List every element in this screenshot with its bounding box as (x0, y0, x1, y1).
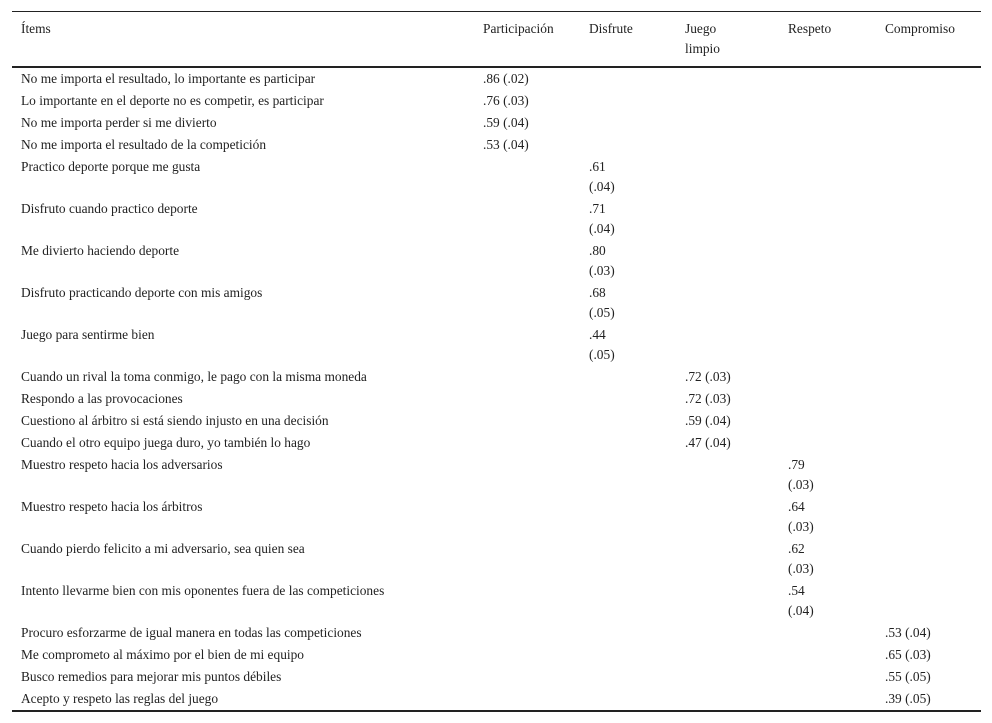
loading-cell-disfrute (580, 366, 676, 388)
loading-cell-compromiso (876, 198, 981, 240)
loading-cell-juego-limpio (676, 156, 779, 198)
loading-cell-respeto (779, 388, 876, 410)
loading-cell-disfrute (580, 388, 676, 410)
loading-cell-juego-limpio (676, 112, 779, 134)
loading-cell-juego-limpio (676, 134, 779, 156)
loading-cell-compromiso (876, 134, 981, 156)
loading-value: .64 (.03) (788, 499, 814, 534)
loading-cell-compromiso (876, 432, 981, 454)
loading-value: .62 (.03) (788, 541, 814, 576)
loading-cell-participacion (474, 198, 580, 240)
header-compromiso: Compromiso (885, 21, 955, 36)
header-row (12, 12, 981, 68)
loading-cell-respeto (779, 112, 876, 134)
loading-cell-disfrute (580, 156, 676, 198)
table-row (12, 432, 981, 454)
loading-value: .79 (.03) (788, 457, 814, 492)
loading-value: .44 (.05) (589, 327, 615, 362)
header-items: Ítems (21, 21, 51, 36)
loading-cell-compromiso (876, 580, 981, 622)
loading-cell-compromiso (876, 156, 981, 198)
loading-cell-compromiso (876, 410, 981, 432)
loading-cell-respeto (779, 282, 876, 324)
table-row (12, 134, 981, 156)
loading-cell-respeto (779, 198, 876, 240)
item-cell: Procuro esforzarme de igual manera en todas las competiciones (21, 625, 362, 640)
loading-cell-respeto (779, 134, 876, 156)
loading-cell-respeto (779, 432, 876, 454)
item-cell: Muestro respeto hacia los árbitros (21, 499, 203, 514)
item-cell: Disfruto practicando deporte con mis amigos (21, 285, 263, 300)
loading-cell-compromiso: .39 (.05) (885, 691, 931, 706)
item-cell: Intento llevarme bien con mis oponentes fuera de las competiciones (21, 583, 385, 598)
table-row (12, 90, 981, 112)
loading-cell-participacion (474, 688, 580, 711)
header-disfrute: Disfrute (589, 21, 633, 36)
loading-cell-compromiso (876, 240, 981, 282)
loading-cell-participacion (474, 644, 580, 666)
loading-cell-juego-limpio: .59 (.04) (685, 413, 731, 428)
loading-cell-disfrute (580, 198, 676, 240)
table-row (12, 112, 981, 134)
loading-value: .54 (.04) (788, 583, 814, 618)
loading-cell-juego-limpio (676, 240, 779, 282)
loading-cell-participacion: .76 (.03) (483, 93, 529, 108)
loading-cell-juego-limpio (676, 198, 779, 240)
loading-cell-compromiso (876, 324, 981, 366)
table-row (12, 644, 981, 666)
loading-cell-respeto (779, 410, 876, 432)
table-row (12, 324, 981, 366)
loading-cell-participacion (474, 410, 580, 432)
loading-cell-respeto (779, 90, 876, 112)
loading-cell-participacion (474, 496, 580, 538)
loading-cell-disfrute (580, 324, 676, 366)
loading-cell-participacion: .53 (.04) (483, 137, 529, 152)
loading-cell-disfrute (580, 580, 676, 622)
factor-loadings-table (12, 11, 981, 712)
loading-cell-compromiso (876, 282, 981, 324)
loading-cell-participacion (474, 622, 580, 644)
loading-cell-respeto (779, 240, 876, 282)
table-row (12, 454, 981, 496)
table-row (12, 282, 981, 324)
loading-cell-disfrute (580, 240, 676, 282)
loading-cell-respeto (779, 622, 876, 644)
loading-cell-disfrute (580, 282, 676, 324)
item-cell: Cuando un rival la toma conmigo, le pago con la misma moneda (21, 369, 367, 384)
loading-cell-participacion (474, 366, 580, 388)
loading-cell-respeto (779, 496, 876, 538)
loading-cell-participacion (474, 538, 580, 580)
table-row (12, 666, 981, 688)
loading-cell-disfrute (580, 496, 676, 538)
loading-cell-respeto (779, 580, 876, 622)
loading-cell-disfrute (580, 644, 676, 666)
header-participacion: Participación (483, 21, 554, 36)
loading-value: .80 (.03) (589, 243, 615, 278)
loading-cell-respeto (779, 67, 876, 90)
loading-cell-juego-limpio (676, 324, 779, 366)
loading-cell-juego-limpio (676, 67, 779, 90)
loading-cell-respeto (779, 644, 876, 666)
table-row (12, 366, 981, 388)
loading-cell-participacion (474, 580, 580, 622)
header-respeto: Respeto (788, 21, 832, 36)
loading-value: .68 (.05) (589, 285, 615, 320)
loadings-table-container (12, 11, 981, 712)
table-row (12, 496, 981, 538)
loading-cell-juego-limpio (676, 496, 779, 538)
table-row (12, 198, 981, 240)
item-cell: Me comprometo al máximo por el bien de mi equipo (21, 647, 304, 662)
loading-value: .61 (.04) (589, 159, 615, 194)
loading-cell-participacion (474, 282, 580, 324)
loading-cell-juego-limpio (676, 454, 779, 496)
table-row (12, 580, 981, 622)
table-row (12, 538, 981, 580)
item-cell: Cuando pierdo felicito a mi adversario, sea quien sea (21, 541, 305, 556)
table-row (12, 688, 981, 711)
loading-cell-compromiso (876, 366, 981, 388)
header-juego-limpio-label: Juego limpio (685, 21, 720, 56)
item-cell: Practico deporte porque me gusta (21, 159, 201, 174)
loading-cell-juego-limpio: .72 (.03) (685, 391, 731, 406)
loading-cell-participacion (474, 240, 580, 282)
loading-cell-juego-limpio (676, 538, 779, 580)
item-cell: Acepto y respeto las reglas del juego (21, 691, 219, 706)
loading-cell-participacion (474, 666, 580, 688)
item-cell: No me importa el resultado, lo importante es participar (21, 71, 316, 86)
loading-cell-respeto (779, 366, 876, 388)
loading-cell-participacion (474, 454, 580, 496)
loading-cell-respeto (779, 324, 876, 366)
table-body (12, 67, 981, 711)
loading-cell-compromiso (876, 388, 981, 410)
loading-value: .71 (.04) (589, 201, 615, 236)
table-row (12, 156, 981, 198)
loading-cell-juego-limpio: .72 (.03) (685, 369, 731, 384)
table-row (12, 622, 981, 644)
loading-cell-participacion (474, 388, 580, 410)
loading-cell-disfrute (580, 112, 676, 134)
table-row (12, 240, 981, 282)
loading-cell-juego-limpio (676, 90, 779, 112)
table-row (12, 67, 981, 90)
loading-cell-disfrute (580, 666, 676, 688)
loading-cell-compromiso: .53 (.04) (885, 625, 931, 640)
item-cell: Cuestiono al árbitro si está siendo injusto en una decisión (21, 413, 329, 428)
loading-cell-disfrute (580, 67, 676, 90)
item-cell: Disfruto cuando practico deporte (21, 201, 198, 216)
loading-cell-disfrute (580, 410, 676, 432)
loading-cell-respeto (779, 666, 876, 688)
loading-cell-compromiso (876, 454, 981, 496)
loading-cell-compromiso (876, 112, 981, 134)
loading-cell-disfrute (580, 432, 676, 454)
loading-cell-juego-limpio (676, 644, 779, 666)
loading-cell-juego-limpio (676, 688, 779, 711)
loading-cell-disfrute (580, 622, 676, 644)
loading-cell-disfrute (580, 538, 676, 580)
loading-cell-juego-limpio (676, 622, 779, 644)
loading-cell-respeto (779, 156, 876, 198)
item-cell: Juego para sentirme bien (21, 327, 155, 342)
item-cell: No me importa el resultado de la competición (21, 137, 267, 152)
loading-cell-compromiso (876, 67, 981, 90)
table-row (12, 388, 981, 410)
item-cell: Cuando el otro equipo juega duro, yo también lo hago (21, 435, 311, 450)
item-cell: Muestro respeto hacia los adversarios (21, 457, 223, 472)
loading-cell-respeto (779, 538, 876, 580)
loading-cell-respeto (779, 454, 876, 496)
loading-cell-participacion: .59 (.04) (483, 115, 529, 130)
item-cell: Respondo a las provocaciones (21, 391, 183, 406)
loading-cell-participacion (474, 156, 580, 198)
loading-cell-disfrute (580, 134, 676, 156)
loading-cell-juego-limpio (676, 580, 779, 622)
table-row (12, 410, 981, 432)
item-cell: Lo importante en el deporte no es competir, es participar (21, 93, 324, 108)
item-cell: No me importa perder si me divierto (21, 115, 217, 130)
loading-cell-participacion: .86 (.02) (483, 71, 529, 86)
loading-cell-compromiso (876, 538, 981, 580)
loading-cell-juego-limpio: .47 (.04) (685, 435, 731, 450)
loading-cell-juego-limpio (676, 282, 779, 324)
loading-cell-disfrute (580, 454, 676, 496)
loading-cell-compromiso: .55 (.05) (885, 669, 931, 684)
header-juego-limpio (676, 12, 779, 68)
loading-cell-compromiso: .65 (.03) (885, 647, 931, 662)
item-cell: Busco remedios para mejorar mis puntos débiles (21, 669, 282, 684)
loading-cell-compromiso (876, 90, 981, 112)
loading-cell-disfrute (580, 688, 676, 711)
loading-cell-participacion (474, 324, 580, 366)
loading-cell-juego-limpio (676, 666, 779, 688)
loading-cell-compromiso (876, 496, 981, 538)
loading-cell-participacion (474, 432, 580, 454)
loading-cell-disfrute (580, 90, 676, 112)
table-header (12, 12, 981, 68)
loading-cell-respeto (779, 688, 876, 711)
item-cell: Me divierto haciendo deporte (21, 243, 180, 258)
